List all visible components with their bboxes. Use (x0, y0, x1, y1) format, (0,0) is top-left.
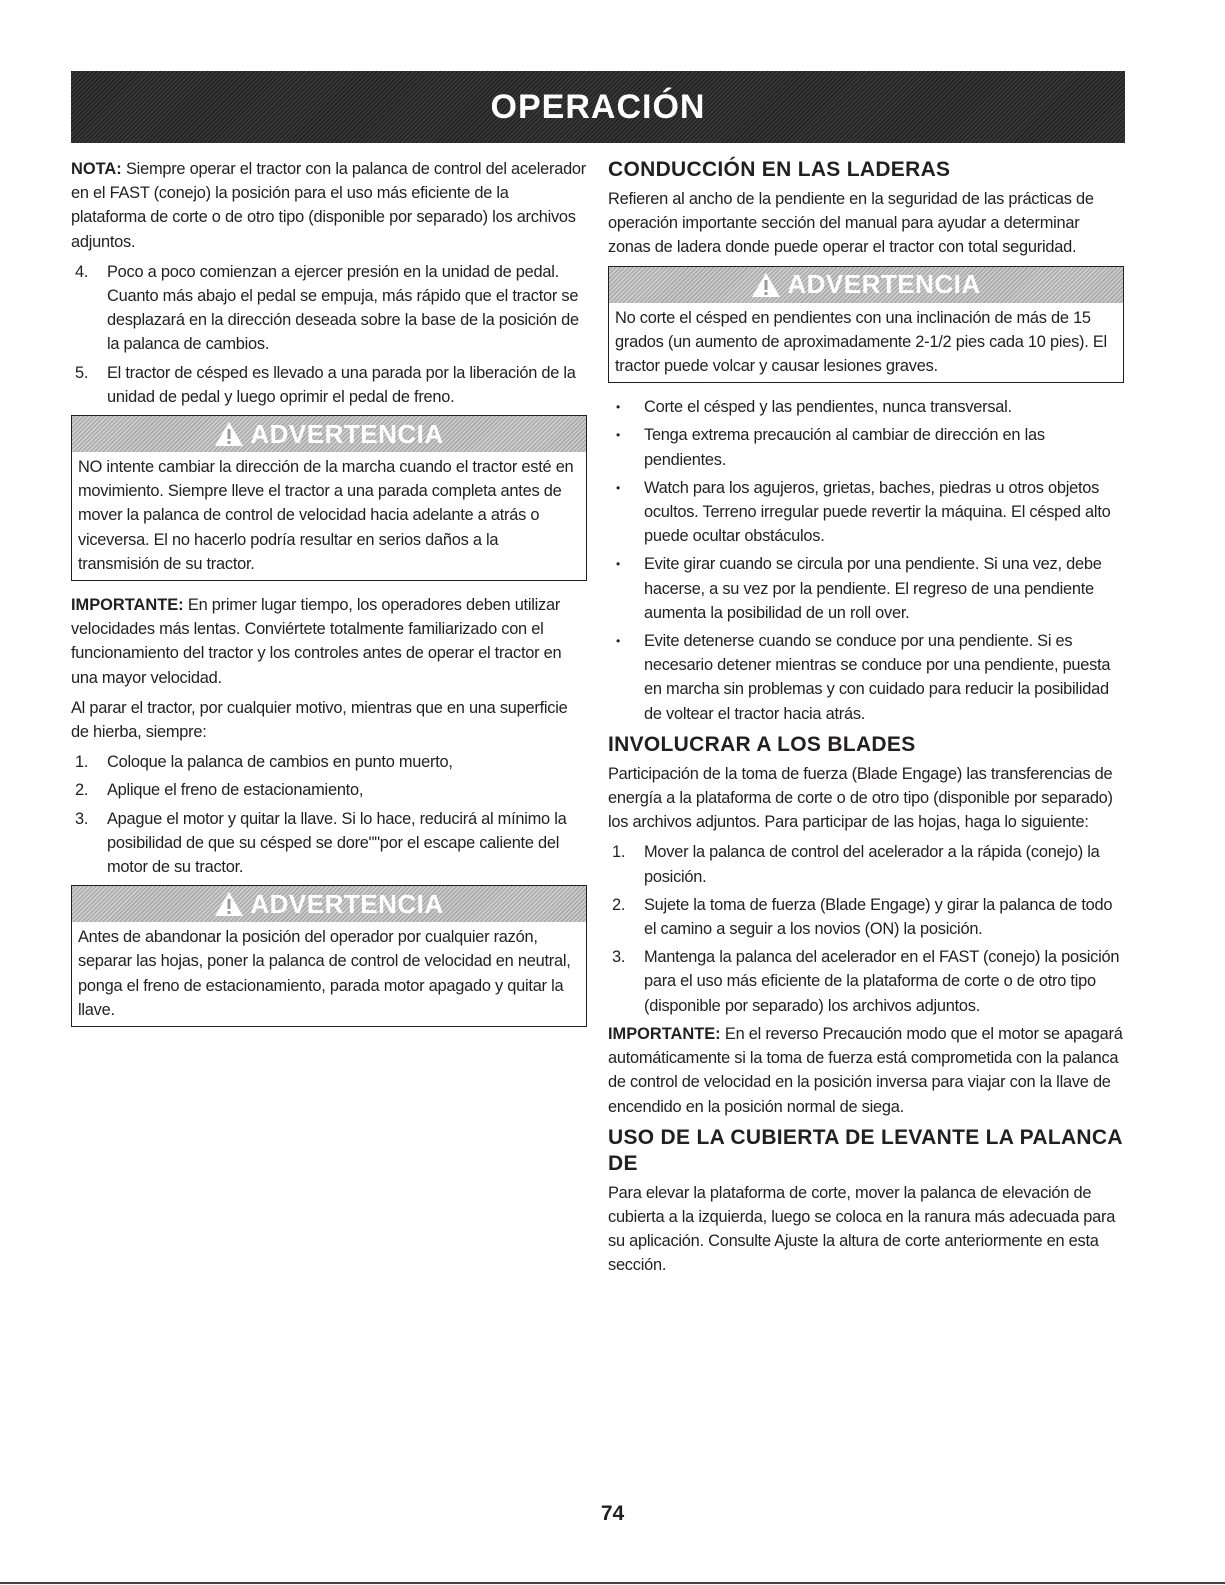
bullet-icon: • (616, 480, 620, 495)
blades-heading: INVOLUCRAR A LOS BLADES (608, 732, 916, 756)
warning-box-slope (608, 266, 1124, 384)
list-item (608, 893, 1124, 941)
nota-text: Siempre operar el tractor con la palanca de control del acelerador en el FAST (conejo) la posición para el uso más eficiente de la plataforma de corte o de otro tipo (disponible por separado) los archivos adjuntos. (71, 160, 587, 251)
bullet-icon: • (616, 557, 620, 572)
importante-text: En primer lugar tiempo, los operadores deben utilizar velocidades más lentas. Conviértete totalmente familiarizado con el funcionamiento del tractor y los controles antes de operar el tractor en una mayor velocidad. (71, 596, 562, 687)
step-text: Aplique el freno de estacionamiento, (107, 781, 364, 800)
warning-header (72, 886, 586, 922)
list-item (608, 423, 1124, 471)
importante-text: En el reverso Precaución modo que el motor se apagará automáticamente si la toma de fuerza está comprometida con la palanca de control de velocidad en la posición inversa para viajar con la llave de encendido en la posición normal de siega. (608, 1024, 1123, 1116)
step-number: 3. (612, 948, 626, 967)
step-text: Coloque la palanca de cambios en punto muerto, (107, 753, 453, 772)
warning-triangle-icon (214, 891, 244, 917)
left-column (71, 157, 587, 1039)
warning-header (609, 267, 1123, 303)
step-text: Apague el motor y quitar la llave. Si lo hace, reducirá al mínimo la posibilidad de que su césped se dore""por el escape caliente del motor de su tractor. (107, 809, 567, 877)
warning-title: ADVERTENCIA (787, 269, 981, 300)
list-item (71, 750, 587, 774)
nota-paragraph (71, 157, 587, 254)
slope-bullets-list (608, 395, 1124, 726)
list-item (71, 778, 587, 802)
right-column (608, 157, 1124, 1284)
bullet-text: Corte el césped y las pendientes, nunca transversal. (644, 398, 1012, 417)
nota-label: NOTA: (71, 160, 122, 178)
step-text: Mantenga la palanca del acelerador en el FAST (conejo) la posición para el uso más eficiente de la plataforma de corte o de otro tipo (disponible por separado) los archivos adjuntos. (644, 948, 1120, 1015)
bottom-rule (0, 1582, 1225, 1584)
bullet-icon: • (616, 428, 620, 443)
section-banner (71, 71, 1125, 143)
step-text: Poco a poco comienzan a ejercer presión en la unidad de pedal. Cuanto más abajo el pedal se empuja, más rápido que el tractor se desplazará en la dirección deseada sobre la base de la posición de la palanca de cambios. (107, 262, 579, 354)
step-text: Sujete la toma de fuerza (Blade Engage) y girar la palanca de todo el camino a seguir a los novios (ON) la posición. (644, 895, 1113, 939)
step-number: 4. (75, 262, 89, 281)
page-title: OPERACIÓN (490, 87, 706, 126)
importante-label: IMPORTANTE: (608, 1024, 721, 1043)
laderas-heading: CONDUCCIÓN EN LAS LADERAS (608, 158, 951, 181)
list-item (608, 629, 1124, 726)
parar-paragraph: Al parar el tractor, por cualquier motivo, mientras que en una superficie de hierba, siempre: (71, 698, 568, 742)
step-number: 2. (612, 895, 626, 914)
bullet-text: Evite girar cuando se circula por una pendiente. Si una vez, debe hacerse, a su vez por la pendiente. El regreso de una pendiente aumenta la posibilidad de un roll over. (644, 555, 1102, 622)
step-number: 1. (612, 843, 626, 862)
step-number: 5. (75, 363, 89, 382)
list-item (608, 476, 1124, 549)
laderas-intro: Refieren al ancho de la pendiente en la seguridad de las prácticas de operación importante sección del manual para ayudar a determinar zonas de ladera donde puede operar el tractor con total seguridad. (608, 190, 1094, 257)
list-item (71, 260, 587, 357)
warning-title: ADVERTENCIA (250, 888, 444, 919)
warning-triangle-icon (751, 272, 781, 298)
importante-reverse-paragraph (608, 1022, 1124, 1119)
importante-paragraph (71, 593, 587, 690)
step-text: Mover la palanca de control del acelerador a la rápida (conejo) la posición. (644, 843, 1100, 886)
bullet-icon: • (616, 400, 620, 415)
step-number: 2. (75, 781, 89, 800)
parar-steps-list (71, 750, 587, 879)
cubierta-text: Para elevar la plataforma de corte, mover la palanca de elevación de cubierta a la izquierda, luego se coloca en la ranura más adecuada para su aplicación. Consulte Ajuste la altura de corte anteriormente en esta sección. (608, 1183, 1116, 1275)
bullet-text: Evite detenerse cuando se conduce por una pendiente. Si es necesario detener mientras se conduce por una pendiente, puesta en marcha sin problemas y con cuidado para reducir la posibilidad de voltear el tractor hacia atrás. (644, 632, 1111, 723)
bullet-text: Watch para los agujeros, grietas, baches, piedras u otros objetos ocultos. Terreno irregular puede revertir la máquina. El césped alto puede ocultar obstáculos. (644, 478, 1111, 546)
warning-box-abandon (71, 885, 587, 1027)
bullet-text: Tenga extrema precaución al cambiar de dirección en las pendientes. (644, 426, 1045, 469)
pedal-steps-list (71, 260, 587, 409)
list-item (71, 807, 587, 880)
warning-header (72, 416, 586, 452)
page-number: 74 (600, 1502, 625, 1525)
list-item (608, 552, 1124, 625)
list-item (71, 361, 587, 409)
importante-label: IMPORTANTE: (71, 596, 184, 615)
list-item (608, 395, 1124, 419)
list-item (608, 945, 1124, 1018)
warning-triangle-icon (214, 421, 244, 447)
cubierta-heading: USO DE LA CUBIERTA DE LEVANTE LA PALANCA DE (608, 1125, 1123, 1175)
warning-text: NO intente cambiar la dirección de la marcha cuando el tractor esté en movimiento. Siempre lleve el tractor a una parada completa antes de mover la palanca de control de velocidad hacia adelante a atrás o viceversa. El no hacerlo podría resultar en serios daños a la transmisión de su tractor. (78, 458, 574, 573)
warning-title: ADVERTENCIA (250, 418, 444, 449)
step-number: 3. (75, 809, 89, 828)
warning-text: Antes de abandonar la posición del operador por cualquier razón, separar las hojas, poner la palanca de control de velocidad en neutral, ponga el freno de estacionamiento, parada motor apagado y quitar la llave. (78, 928, 571, 1019)
list-item (608, 840, 1124, 888)
step-text: El tractor de césped es llevado a una parada por la liberación de la unidad de pedal y luego oprimir el pedal de freno. (107, 363, 576, 406)
warning-box-direction (71, 415, 587, 581)
blades-intro: Participación de la toma de fuerza (Blade Engage) las transferencias de energía a la plataforma de corte o de otro tipo (disponible por separado) los archivos adjuntos. Para participar de las hojas, haga lo siguiente: (608, 764, 1113, 832)
step-number: 1. (75, 753, 89, 772)
warning-text: No corte el césped en pendientes con una inclinación de más de 15 grados (un aumento de aproximadamente 2-1/2 pies cada 10 pies). El tractor puede volcar y causar lesiones graves. (615, 308, 1107, 376)
bullet-icon: • (616, 634, 620, 649)
blades-steps-list (608, 840, 1124, 1017)
